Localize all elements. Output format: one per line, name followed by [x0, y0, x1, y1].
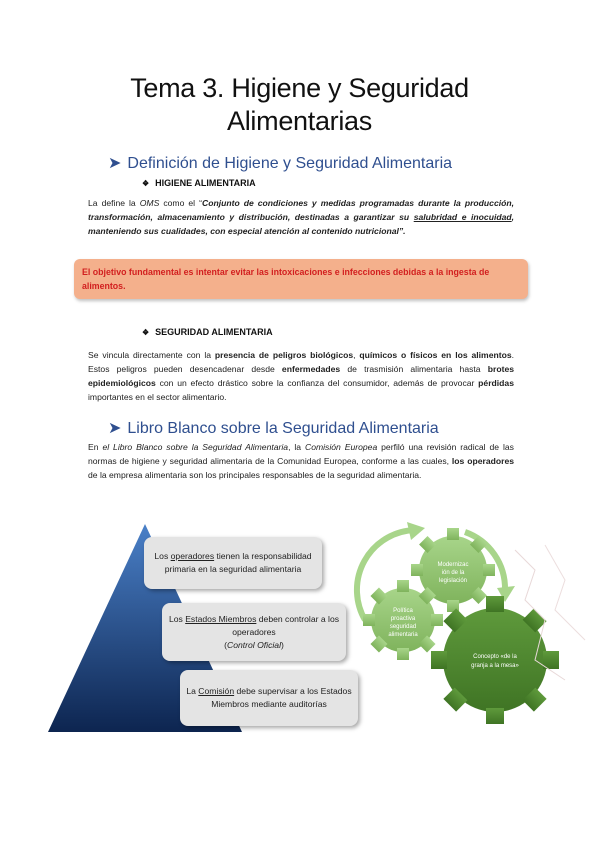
pyramid-box-estados: Los Estados Miembros deben controlar a los operadores (Control Oficial)	[162, 603, 346, 661]
pyramid-box-comision: La Comisión debe supervisar a los Estados Miembros mediante auditorías	[180, 670, 358, 726]
objective-callout	[74, 259, 528, 299]
watermark-decoration	[505, 540, 599, 690]
gear-label: proactiva	[390, 616, 416, 622]
title-line-1: Tema 3. Higiene y Seguridad	[130, 73, 469, 103]
gear-label: Política	[393, 608, 413, 614]
paragraph-seguridad: Se vincula directamente con la presencia de peligros biológicos, químicos o físicos en los alimentos. Estos peligros pueden desencadenar desde enfermedades de trasmisión alimentaria hasta brotes epidemiológicos con un efecto drástico sobre la confianza del consumidor, además de provocar pérdidas importantes en el sector alimentario.	[88, 350, 515, 402]
paragraph-libro-blanco: En el Libro Blanco sobre la Seguridad Alimentaria, la Comisión Europea perfiló una revisión radical de las normas de higiene y seguridad alimentaria de la Comunidad Europea, conforme a las cuales, los operadores de la empresa alimentaria son los principales responsables de la seguridad alimentaria.	[88, 442, 515, 480]
diamond-bullet-icon: ❖	[142, 179, 150, 188]
paragraph-oms-definition: La define la OMS como el “Conjunto de condiciones y medidas programadas durante la producción, transformación, almacenamiento y distribución, destinadas a garantizar su salubridad e inocuidad, manteniendo sus cualidades, con especial atención al contenido nutricional”.	[88, 198, 515, 236]
gear-label: seguridad	[389, 624, 417, 630]
gear-politica	[363, 580, 443, 660]
subheading-higiene: ❖ HIGIENE ALIMENTARIA	[142, 178, 256, 188]
section-heading-definition: ➤ Definición de Higiene y Seguridad Alimentaria	[108, 155, 453, 172]
arrow-bullet-icon: ➤	[108, 155, 122, 172]
gear-label: legislación	[438, 578, 468, 584]
pyramid-box-operadores: Los operadores tienen la responsabilidad primaria en la seguridad alimentaria	[144, 537, 322, 589]
gear-label: granja a la mesa»	[471, 663, 519, 669]
gear-label: Modernizac	[437, 562, 469, 568]
section-heading-libro-blanco: ➤ Libro Blanco sobre la Seguridad Alimentaria	[108, 420, 439, 437]
gear-label: ión de la	[441, 570, 465, 576]
title-line-2: Alimentarias	[227, 106, 372, 136]
callout-text: El objetivo fundamental es intentar evitar las intoxicaciones e infecciones debidas a la ingesta de alimentos.	[82, 267, 490, 291]
gear-label: Concepto «de la	[473, 654, 517, 660]
diamond-bullet-icon: ❖	[142, 328, 150, 337]
subheading-seguridad: ❖ SEGURIDAD ALIMENTARIA	[142, 327, 273, 337]
page-title	[0, 72, 599, 138]
cycle-arrow-head	[407, 522, 425, 540]
gear-label: alimentaria	[388, 632, 418, 638]
arrow-bullet-icon: ➤	[108, 420, 122, 437]
